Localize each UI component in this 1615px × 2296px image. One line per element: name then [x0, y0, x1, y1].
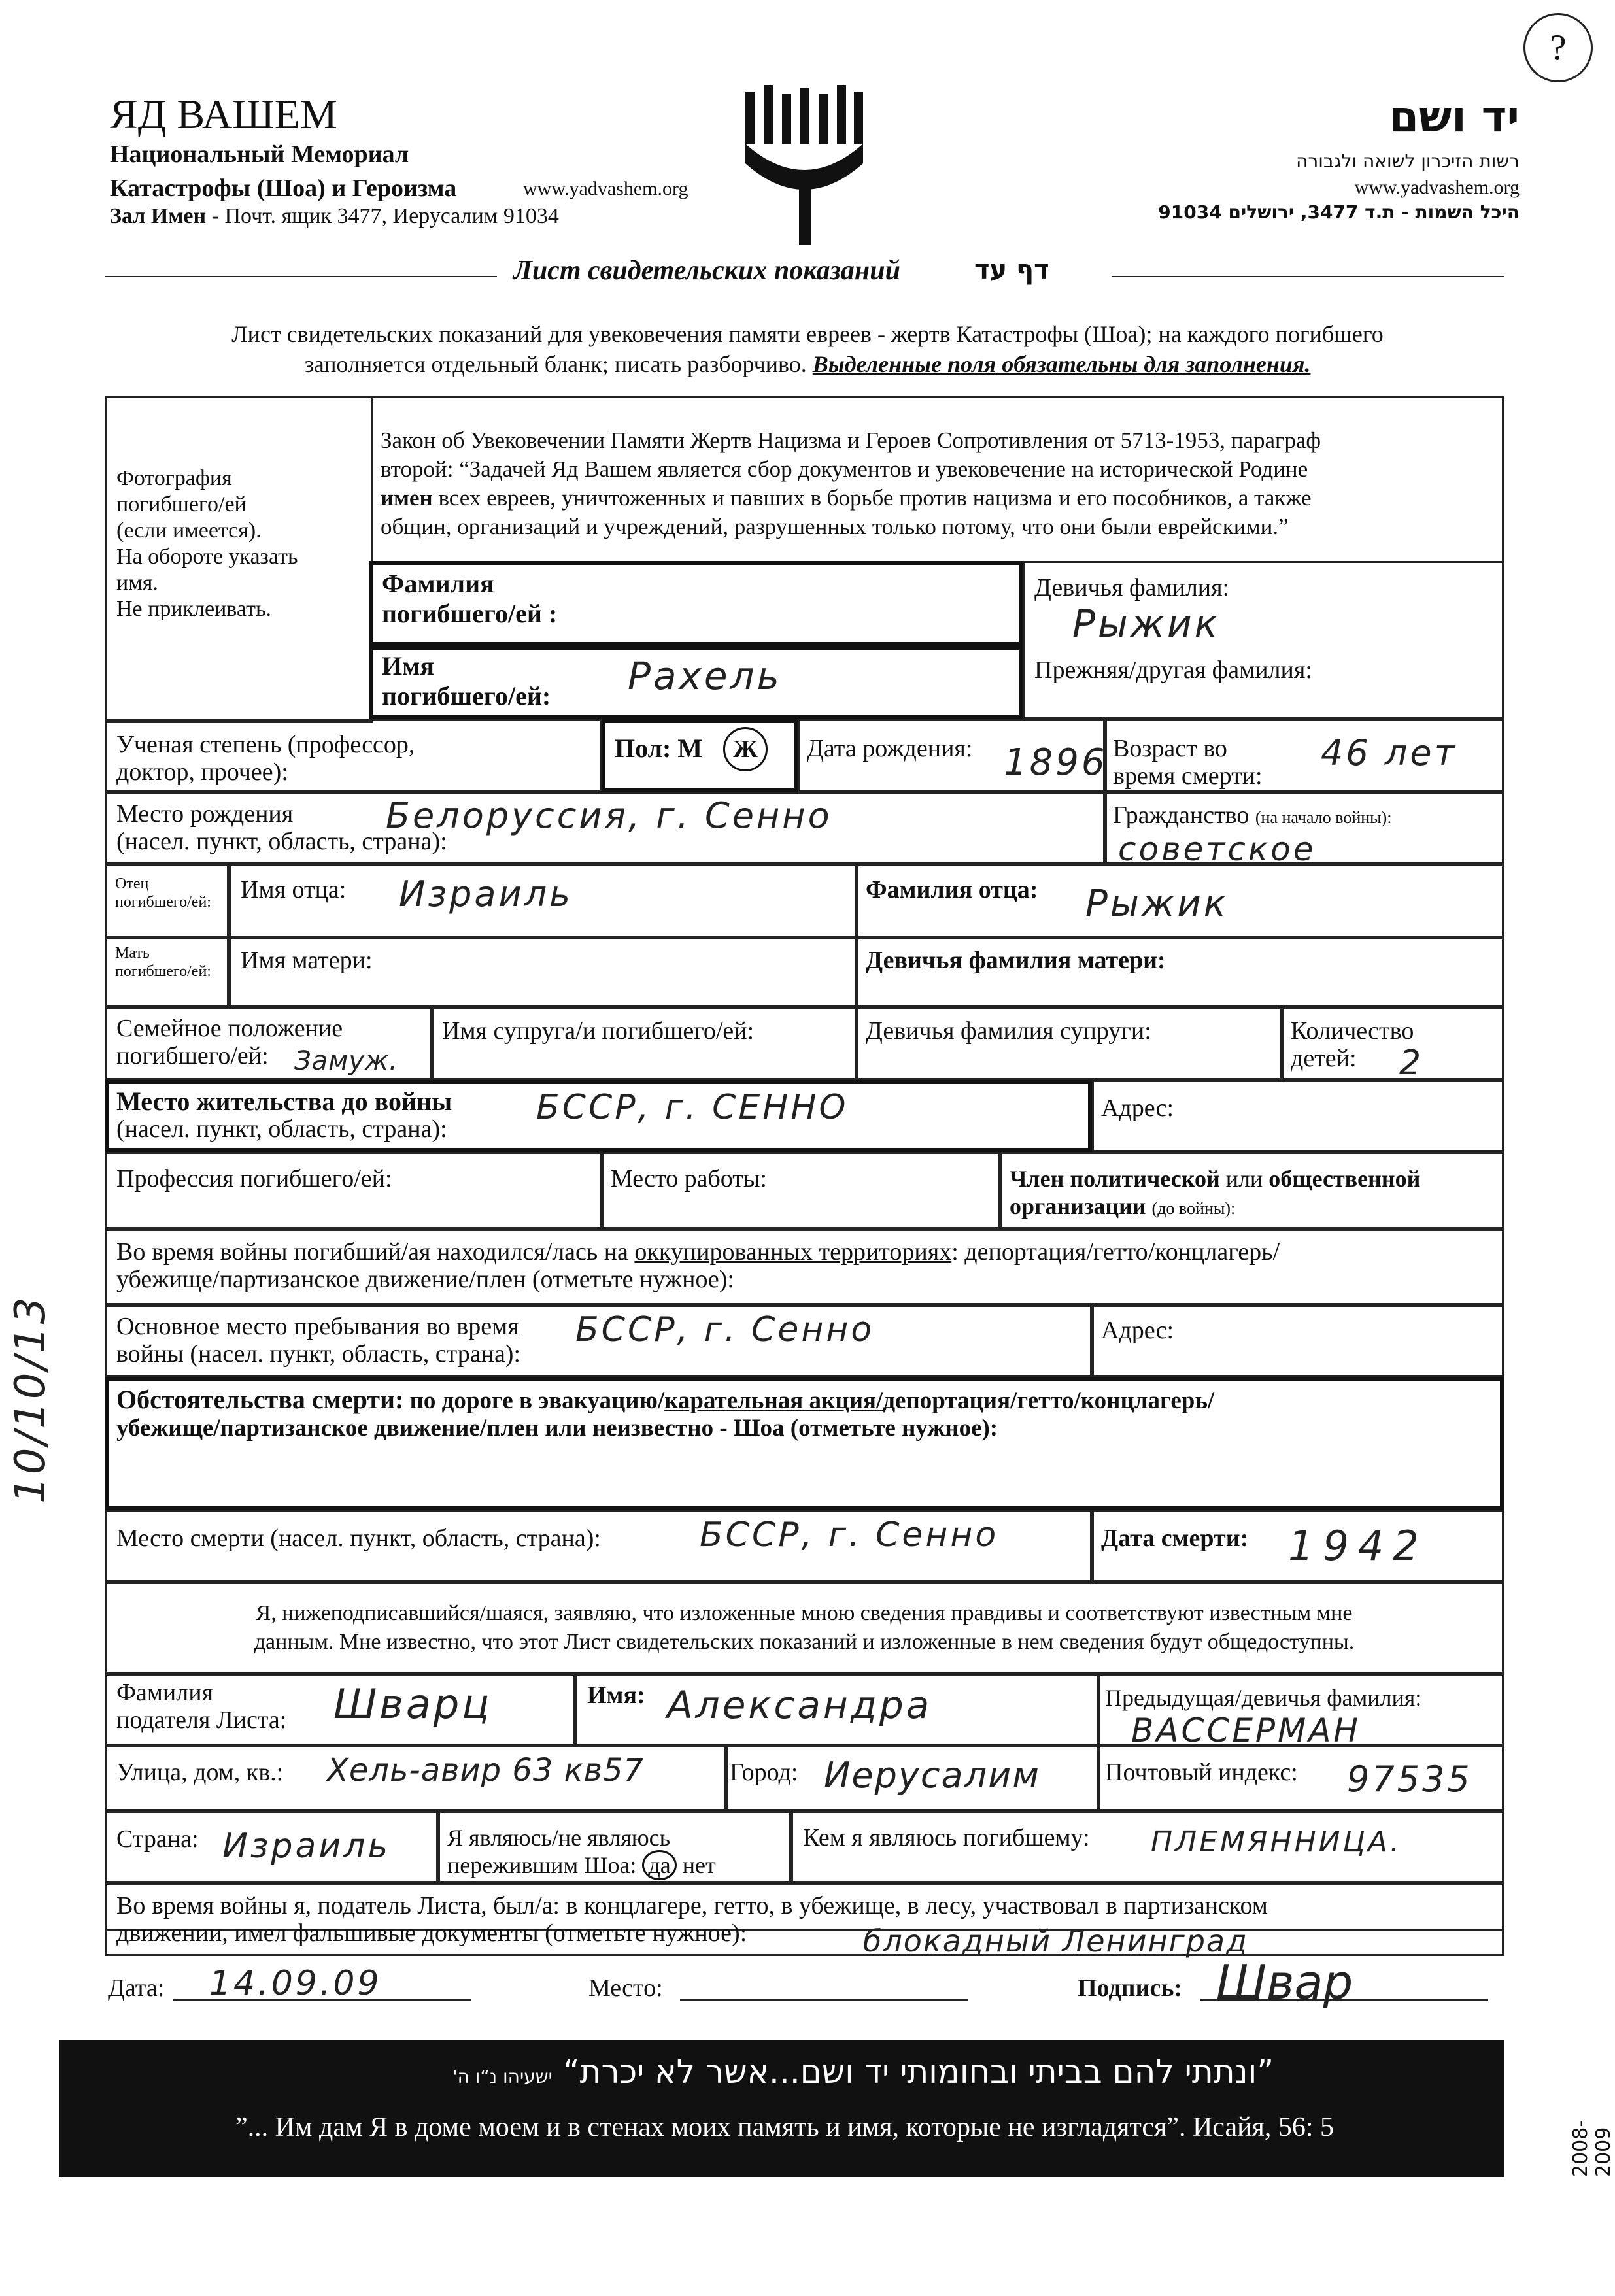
submitter-surname-value[interactable]: Шварц: [333, 1680, 492, 1728]
relation-value[interactable]: ПЛЕМЯННИЦА.: [1151, 1825, 1402, 1859]
degree-label: Ученая степень (профессор, доктор, прочее):: [116, 731, 415, 786]
city-value[interactable]: Иерусалим: [824, 1755, 1040, 1796]
father-name-value[interactable]: Израиль: [399, 873, 573, 915]
citizenship-value[interactable]: советское: [1118, 830, 1316, 868]
citizenship-label: Гражданство (на начало войны):: [1113, 802, 1392, 829]
birth-date-label: Дата рождения:: [807, 735, 973, 762]
intro-line2: заполняется отдельный бланк; писать разборчиво.: [304, 351, 807, 377]
submitter-wartime-label: Во время войны я, податель Листа, был/а: в концлагере, гетто, в убежище, в лесу, участвовал в партизанском движении, имел фальшивые документы (отметьте нужное):: [116, 1892, 1268, 1947]
address-ru: [110, 204, 559, 229]
mother-side-label: Мать погибшего/ей:: [115, 945, 211, 980]
mother-maiden-label: Девичья фамилия матери:: [866, 947, 1166, 974]
marital-value[interactable]: Замуж.: [294, 1046, 398, 1076]
residence-value[interactable]: БССР, г. СЕННО: [536, 1088, 849, 1127]
place-line[interactable]: [680, 1999, 968, 2001]
submitter-name-value[interactable]: Александра: [667, 1683, 932, 1727]
submitter-surname-label: Фамилия подателя Листа:: [116, 1679, 287, 1734]
zip-value[interactable]: 97535: [1347, 1759, 1472, 1800]
declaration-text: Я, нижеподписавшийся/шаяся, заявляю, что изложенные мною сведения правдивы и соответствуют известным мне данным. Мне известно, что этот Лист свидетельских показаний и изложенные в нем сведения будут общедоступны.: [254, 1601, 1355, 1654]
org-name-he: יד ושם: [1389, 92, 1520, 142]
residence-address-label: Адрес:: [1101, 1094, 1174, 1122]
org-line2: Катастрофы (Шоа) и Героизма: [110, 175, 457, 202]
workplace-label: Место работы:: [611, 1165, 767, 1192]
submitter-name-label: Имя:: [587, 1681, 645, 1709]
intro-text: [105, 319, 1510, 379]
signature-value[interactable]: Швар: [1216, 1955, 1353, 2010]
residence-label: Место жительства до войны (насел. пункт, область, страна):: [116, 1087, 452, 1143]
father-surname-label: Фамилия отца:: [866, 876, 1038, 903]
victim-name-value[interactable]: Рахель: [628, 654, 782, 698]
circumstances-label: Обстоятельства смерти: по дороге в эвакуацию/карательная акция/депортация/гетто/концлагерь/ убежище/партизанское движение/плен или неизвестно - Шоа (отметьте нужное):: [116, 1385, 1215, 1442]
survivor-yes-option[interactable]: да: [642, 1850, 676, 1880]
org-name-ru: ЯД ВАШЕМ: [110, 91, 337, 137]
mother-name-label: Имя матери:: [241, 947, 373, 974]
street-label: Улица, дом, кв.:: [116, 1759, 284, 1786]
wartime-label: Во время войны погибший/ая находился/лась на оккупированных территориях: депортация/гетто/концлагерь/ убежище/партизанское движение/плен (отметьте нужное):: [116, 1238, 1280, 1293]
title-rule-right: [1112, 276, 1504, 277]
age-value[interactable]: 46 лет: [1321, 732, 1458, 773]
date-label: Дата:: [108, 1974, 165, 2002]
age-label: Возраст во время смерти:: [1113, 735, 1263, 790]
photo-instructions: Фотография погибшего/ей (если имеется). На обороте указать имя. Не приклеивать.: [116, 466, 298, 621]
father-side-label: Отец погибшего/ей:: [115, 875, 211, 911]
footer-banner: [59, 2040, 1504, 2177]
place-label: Место:: [588, 1974, 663, 2002]
survivor-no-option[interactable]: нет: [682, 1852, 716, 1878]
form-title-he: דף עד: [974, 255, 1049, 285]
sex-female-option[interactable]: Ж: [723, 727, 768, 771]
former-name-label: Прежняя/другая фамилия:: [1034, 656, 1312, 684]
father-surname-value[interactable]: Рыжик: [1085, 883, 1229, 925]
maiden-name-value[interactable]: Рыжик: [1072, 601, 1220, 646]
victim-name-label: Имя погибшего/ей:: [382, 651, 551, 711]
right-name-area: [1023, 561, 1504, 719]
submitter-wartime-value[interactable]: блокадный Ленинград: [863, 1923, 1248, 1959]
sex-label: Пол: М: [615, 734, 703, 763]
country-value[interactable]: Израиль: [222, 1827, 391, 1866]
website-ru: www.yadvashem.org: [523, 178, 688, 199]
main-place-label: Основное место пребывания во время войны (насел. пункт, область, страна):: [116, 1313, 521, 1368]
profession-label: Профессия погибшего/ей:: [116, 1165, 392, 1192]
years-label: 2008-2009: [1569, 2119, 1615, 2177]
prev-surname-label: Предыдущая/девичья фамилия:: [1105, 1685, 1422, 1711]
website-he: www.yadvashem.org: [1354, 177, 1520, 198]
street-value[interactable]: Хель-авир 63 кв57: [327, 1752, 645, 1789]
children-value[interactable]: 2: [1399, 1043, 1424, 1083]
death-date-value[interactable]: 1942: [1288, 1522, 1428, 1570]
side-note: 10/10/13: [7, 1294, 55, 1504]
form-title-ru: Лист свидетельских показаний: [513, 256, 900, 286]
survivor-label: Я являюсь/не являюсь пережившим Шоа: да нет: [447, 1824, 716, 1879]
death-date-label: Дата смерти:: [1101, 1525, 1249, 1552]
death-place-value[interactable]: БССР, г. Сенно: [700, 1515, 999, 1555]
address-value: Почт. ящик 3477, Иерусалим 91034: [224, 204, 559, 228]
country-label: Страна:: [116, 1825, 199, 1853]
required-note: Выделенные поля обязательны для заполнения.: [812, 351, 1311, 377]
date-value[interactable]: 14.09.09: [209, 1964, 382, 2003]
father-name-label: Имя отца:: [241, 876, 347, 903]
membership-label: Член политической или общественной организации (до войны):: [1010, 1166, 1421, 1219]
death-place-label: Место смерти (насел. пункт, область, страна):: [116, 1525, 601, 1552]
zip-label: Почтовый индекс:: [1105, 1759, 1298, 1786]
footer-ru: ”... Им дам Я в доме моем и в стенах моих память и имя, которые не изгладятся”. Исайя, 56: 5: [235, 2112, 1334, 2142]
victim-surname-label: Фамилия погибшего/ей :: [382, 569, 558, 628]
maiden-name-label: Девичья фамилия:: [1034, 574, 1230, 601]
intro-line1: Лист свидетельских показаний для увековечения памяти евреев - жертв Катастрофы (Шоа); на каждого погибшего: [231, 321, 1384, 347]
org-line1: Национальный Мемориал: [110, 141, 409, 168]
title-rule-left: [105, 276, 497, 277]
spouse-name-label: Имя супруга/и погибшего/ей:: [442, 1017, 755, 1045]
birthplace-value[interactable]: Белоруссия, г. Сенно: [386, 795, 832, 836]
signature-label: Подпись:: [1078, 1974, 1183, 2002]
prev-surname-value[interactable]: ВАССЕРМАН: [1131, 1712, 1361, 1749]
city-label: Город:: [730, 1759, 798, 1786]
children-label: Количество детей:: [1291, 1017, 1414, 1072]
he-line3: היכל השמות - ת.ד 3477, ירושלים 91034: [1158, 201, 1520, 223]
spouse-maiden-label: Девичья фамилия супруги:: [866, 1017, 1151, 1045]
he-line1: רשות הזיכרון לשואה ולגבורה: [1296, 150, 1520, 172]
law-text: Закон об Увековечении Памяти Жертв Нацизма и Героев Сопротивления от 5713-1953, параграф второй: “Задачей Яд Вашем является сбор документов и увековечение на исторической Родине имен всех евреев, уничтоженных и павших в борьбе против нацизма и его пособников, а также общин, организаций и учреждений, разрушенных только потому, что они были еврейскими.”: [381, 428, 1321, 539]
address-label: Зал Имен -: [110, 204, 219, 228]
main-place-value[interactable]: БССР, г. Сенно: [575, 1310, 875, 1349]
birth-date-value[interactable]: 1896: [1004, 741, 1108, 784]
relation-label: Кем я являюсь погибшему:: [803, 1824, 1090, 1851]
birthplace-label: Место рождения (насел. пункт, область, страна):: [116, 800, 447, 855]
marital-label: Семейное положение погибшего/ей:: [116, 1015, 343, 1070]
footer-he: ”ונתתי להם בביתי ובחומותי יד ושם...אשר לא יכרת“ ישעיהו נ“ו ה': [452, 2053, 1274, 2091]
menorah-logo: [739, 85, 870, 248]
corner-mark: ?: [1523, 13, 1593, 82]
main-place-address-label: Адрес:: [1101, 1317, 1174, 1344]
